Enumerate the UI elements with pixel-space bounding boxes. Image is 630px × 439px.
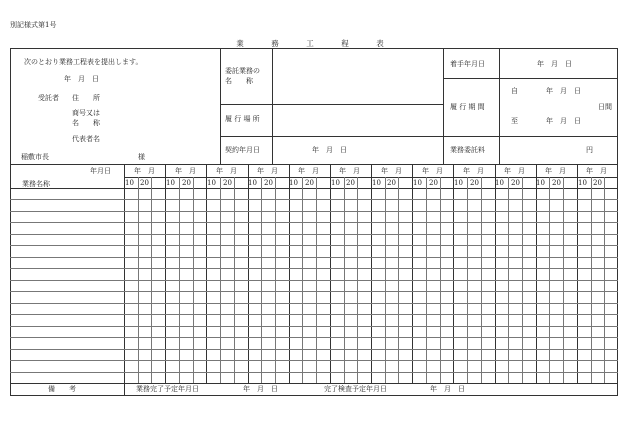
day-20-label: 20 (511, 179, 520, 187)
table-row-line (10, 326, 618, 327)
header-right-line-1 (443, 78, 618, 79)
day-10-label: 10 (413, 179, 422, 187)
month-divider (330, 164, 331, 383)
table-row-line (10, 245, 618, 246)
month-divider (371, 164, 372, 383)
day-10-label: 10 (331, 179, 340, 187)
table-row-line (10, 314, 618, 315)
day-20-label: 20 (140, 179, 149, 187)
inspection-value: 年 月 日 (430, 385, 465, 393)
period-to-value: 年 月 日 (546, 117, 581, 125)
day-10-label: 10 (125, 179, 134, 187)
day-10-label: 10 (454, 179, 463, 187)
table-row-line (10, 280, 618, 281)
table-row-line (10, 291, 618, 292)
month-divider (165, 164, 166, 383)
submission-date: 年 月 日 (64, 75, 99, 83)
month-label: 年 月 (504, 167, 525, 175)
month-label: 年 月 (216, 167, 237, 175)
location-label: 履 行 場 所 (225, 115, 260, 123)
day-20-label: 20 (470, 179, 479, 187)
table-row-line (10, 349, 618, 350)
day-20-label: 20 (264, 179, 273, 187)
month-divider (536, 164, 537, 383)
day-20-label: 20 (182, 179, 191, 187)
trade-name-label-1: 商号又は (72, 109, 100, 117)
header-divider-right2 (499, 48, 500, 164)
table-row-line (10, 234, 618, 235)
period-days-label: 日間 (598, 103, 612, 111)
form-number: 別記様式第1号 (10, 21, 57, 29)
day-10-label: 10 (207, 179, 216, 187)
contractor-label: 受託者 (38, 94, 59, 102)
task-column-divider (124, 164, 125, 383)
period-to-label: 至 (511, 117, 518, 125)
month-divider (453, 164, 454, 383)
month-label: 年 月 (381, 167, 402, 175)
intro-text: 次のとおり業務工程表を提出します。 (24, 58, 143, 66)
header-row-line-1 (220, 104, 443, 105)
day-20-label: 20 (305, 179, 314, 187)
month-divider (289, 164, 290, 383)
day-20-label: 20 (593, 179, 602, 187)
table-row-line (10, 211, 618, 212)
day-10-label: 10 (372, 179, 381, 187)
completion-value: 年 月 日 (243, 385, 278, 393)
table-row-line (10, 199, 618, 200)
day-20-label: 20 (429, 179, 438, 187)
day-20-label: 20 (552, 179, 561, 187)
period-from-label: 自 (511, 87, 518, 95)
day-10-label: 10 (495, 179, 504, 187)
representative-label: 代表者名 (72, 135, 100, 143)
address-label: 住 所 (72, 94, 100, 102)
contract-date-label: 契約年月日 (225, 146, 260, 154)
addressee: 稲敷市長 (21, 153, 49, 161)
day-10-label: 10 (289, 179, 298, 187)
footer-divider (124, 383, 125, 396)
month-divider (412, 164, 413, 383)
table-row-line (10, 257, 618, 258)
header-divider-left (220, 48, 221, 164)
table-row-line (10, 372, 618, 373)
month-label: 年 月 (339, 167, 360, 175)
footer-top-line (10, 383, 618, 384)
fee-label: 業務委託料 (450, 146, 485, 154)
day-20-label: 20 (346, 179, 355, 187)
header-row-line-2 (220, 136, 443, 137)
month-label: 年 月 (175, 167, 196, 175)
task-name-label-1: 委託業務の (225, 67, 260, 75)
table-row-line (10, 268, 618, 269)
start-date-label: 着手年月日 (450, 60, 485, 68)
month-label: 年 月 (586, 167, 607, 175)
remarks-label: 備 考 (48, 385, 76, 393)
header-divider-right1 (443, 48, 444, 164)
trade-name-label-2: 名 称 (72, 119, 100, 127)
day-20-label: 20 (387, 179, 396, 187)
month-divider (577, 164, 578, 383)
day-10-label: 10 (248, 179, 257, 187)
header-divider-mid (272, 48, 273, 164)
inspection-label: 完了検査予定年月日 (324, 385, 387, 393)
month-label: 年 月 (422, 167, 443, 175)
table-row-line (10, 222, 618, 223)
table-row-line (10, 360, 618, 361)
month-label: 年 月 (257, 167, 278, 175)
header-right-line-2 (443, 136, 618, 137)
ym-header: 年月日 (90, 167, 111, 175)
day-row-line (10, 188, 618, 189)
contract-date-value: 年 月 日 (312, 146, 347, 154)
month-divider (495, 164, 496, 383)
header-bottom-line (10, 164, 618, 165)
month-label: 年 月 (545, 167, 566, 175)
start-date-value: 年 月 日 (537, 60, 572, 68)
month-divider (206, 164, 207, 383)
task-name-label-2: 名 称 (225, 77, 253, 85)
task-header: 業務名称 (22, 180, 50, 188)
day-20-label: 20 (223, 179, 232, 187)
month-label: 年 月 (134, 167, 155, 175)
completion-label: 業務完了予定年月日 (136, 385, 199, 393)
period-label: 履 行 期 間 (450, 103, 485, 111)
day-10-label: 10 (166, 179, 175, 187)
addressee-honorific: 様 (138, 153, 145, 161)
day-10-label: 10 (578, 179, 587, 187)
table-row-line (10, 337, 618, 338)
month-divider (248, 164, 249, 383)
period-from-value: 年 月 日 (546, 87, 581, 95)
fee-unit: 円 (586, 146, 593, 154)
month-label: 年 月 (463, 167, 484, 175)
day-10-label: 10 (536, 179, 545, 187)
table-row-line (10, 303, 618, 304)
page-title: 業 務 工 程 表 (236, 39, 394, 48)
month-label: 年 月 (298, 167, 319, 175)
